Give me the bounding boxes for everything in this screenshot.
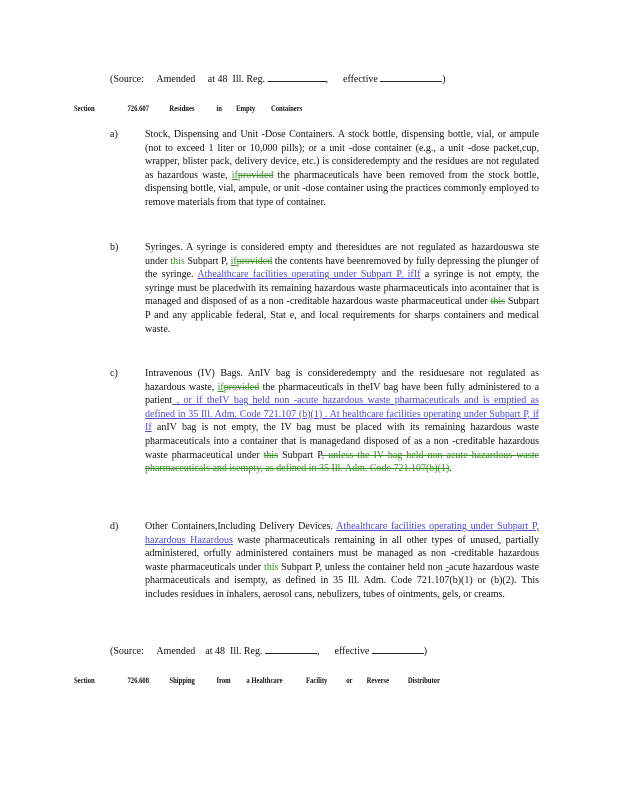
section-title-word: or <box>346 675 353 685</box>
paragraph-label-d: d) <box>110 521 119 532</box>
section-title-word: Shipping <box>169 675 195 685</box>
paragraph-text: anIV bag is not empty, the IV bag must be placed with its remaining hazardous waste pharmaceuticals into a container that is managedand disposed of as a non -creditable hazardous waste pharmaceutical under <box>145 422 539 461</box>
paragraph-text: the pharmaceuticals have been removed from the stock bottle, dispensing bottle, vial, ampule, or unit -dose container using the practices commonly employed to remove materials from that type of container. <box>145 169 539 208</box>
paragraph-label-c: c) <box>110 368 118 379</box>
section-title-word: Facility <box>306 675 328 685</box>
inserted-text: - <box>445 561 449 573</box>
section-label: Section <box>74 103 95 113</box>
inserted-text: Athealthcare facilities operating under Subpart P, ifIf <box>197 269 421 281</box>
deleted-text: provided <box>237 169 274 181</box>
inserted-text: if <box>231 169 238 181</box>
paragraph-label-b: b) <box>110 242 119 253</box>
source-reg: Ill. Reg. <box>232 74 265 85</box>
deleted-text: this <box>490 296 506 308</box>
source-amended: Amended <box>156 646 196 657</box>
section-label: Section <box>74 675 95 685</box>
paragraph-text: a syringe is not empty, the syringe must be placedwith its remaining hazardous waste pharmaceuticals into acontainer that is managed and disposed of as a non -creditable hazardous waste pharmaceutical under <box>145 269 540 308</box>
section-number: 726.607 <box>127 103 150 113</box>
section-number: 726.608 <box>127 675 150 685</box>
section-title-word: Residues <box>169 103 195 113</box>
deleted-text: provided <box>236 255 273 267</box>
inserted-text: if <box>230 255 237 267</box>
deleted-text: this <box>263 449 279 461</box>
section-title-word: Distributor <box>407 675 440 685</box>
paragraph-text: Subpart P, <box>184 255 231 267</box>
source-reg-blank <box>265 644 317 654</box>
source-at: at 48 <box>205 646 225 657</box>
source-reg-blank <box>268 72 326 82</box>
paragraph-text: waste pharmaceuticals remaining in all other types of unused, partially administered, orfully administered containers must be managed as non -creditable hazardous waste pharmaceuticals under <box>145 534 539 573</box>
paragraph-a <box>145 128 539 210</box>
section-title-word: a Healthcare <box>246 675 283 685</box>
source-note-bottom: (Source: Amended at 48 Ill. Reg. , effective ) <box>110 646 428 657</box>
paragraph-text: Subpart P, unless the container held non <box>278 561 446 573</box>
paragraph-text: Subpart P and any applicable federal, Stat e, and local requirements for sharps containers and medical waste. <box>145 296 540 335</box>
source-reg: Ill. Reg. <box>230 646 263 657</box>
paragraph-text: the contents have beenremoved by fully depressing the plunger of the syringe. <box>145 255 539 281</box>
deleted-text: provided <box>223 381 260 393</box>
paragraph-text: Intravenous (IV) Bags. AnIV bag is consideredempty and the residuesare not regulated as hazardous waste, <box>145 368 539 393</box>
source-note-top: (Source: Amended at 48 Ill. Reg. , effective ) <box>110 74 446 85</box>
paragraph-b <box>145 241 539 336</box>
deleted-text: , unless the IV bag held non acute hazardous waste pharmaceuticals and isempty, as defined in 35 Ill. Adm. Code 721.107(b)(1) <box>145 449 539 475</box>
source-close: ) <box>442 74 446 85</box>
section-title-word: Reverse <box>366 675 390 685</box>
inserted-text: if <box>217 381 224 393</box>
paragraph-text: the pharmaceuticals in theIV bag have been fully administered to a patient <box>145 381 540 407</box>
source-prefix: (Source: <box>110 74 144 85</box>
highlighted-text: this <box>263 561 279 573</box>
paragraph-text: Other Containers,Including Delivery Devices. <box>145 521 337 532</box>
paragraph-text: Syringes. A syringe is considered empty and theresidues are not regulated as hazardouswa ste under <box>145 242 539 267</box>
source-effective: effective <box>343 74 378 85</box>
source-close: ) <box>423 646 428 657</box>
paragraph-label-a: a) <box>110 129 118 140</box>
inserted-text: Athealthcare facilities operating under Subpart P, hazardous Hazardous <box>145 521 540 546</box>
paragraph-text: acute hazardous waste pharmaceuticals and isempty, as defined in 35 Ill. Adm. Code 721.107(b)(1) or (b)(2). This includes residues in inhalers, aerosol cans, nebulizers, tubes of ointments, gels, or creams. <box>145 561 539 600</box>
section-title-word: in <box>216 103 222 113</box>
source-prefix: (Source: <box>110 646 144 657</box>
source-amended: Amended <box>156 74 196 85</box>
paragraph-c <box>145 367 539 476</box>
inserted-text: , or if theIV bag held non -acute hazardous waste pharmaceuticals and is emptied as defined in 35 Ill. Adm. Code 721.107 (b)(1) . At healthcare facilities operating under Subpart P, if If <box>145 395 539 434</box>
paragraph-text: Subpart P <box>278 449 322 461</box>
highlighted-text: this <box>170 255 185 267</box>
paragraph-text: Stock, Dispensing and Unit -Dose Containers. A stock bottle, dispensing bottle, vial, or ampule (not to exceed 1 liter or 10,000 pills); or a unit -dose container (e.g., a unit -dose packet,cup, wrapper, blister pack, delivery device, etc.) is consideredempty and the residues are not regulated as hazardous waste, <box>145 129 539 181</box>
section-title-word: Empty <box>236 103 256 113</box>
source-effective-blank <box>372 644 424 654</box>
source-at: at 48 <box>207 74 228 85</box>
source-effective-blank <box>380 72 442 82</box>
section-title-word: from <box>216 675 231 685</box>
section-heading-607 <box>74 103 319 113</box>
paragraph-d <box>145 520 539 602</box>
source-effective: effective <box>334 646 370 657</box>
paragraph-text: . <box>449 463 452 475</box>
section-title-word: Containers <box>270 103 303 113</box>
section-heading-608 <box>74 675 457 685</box>
